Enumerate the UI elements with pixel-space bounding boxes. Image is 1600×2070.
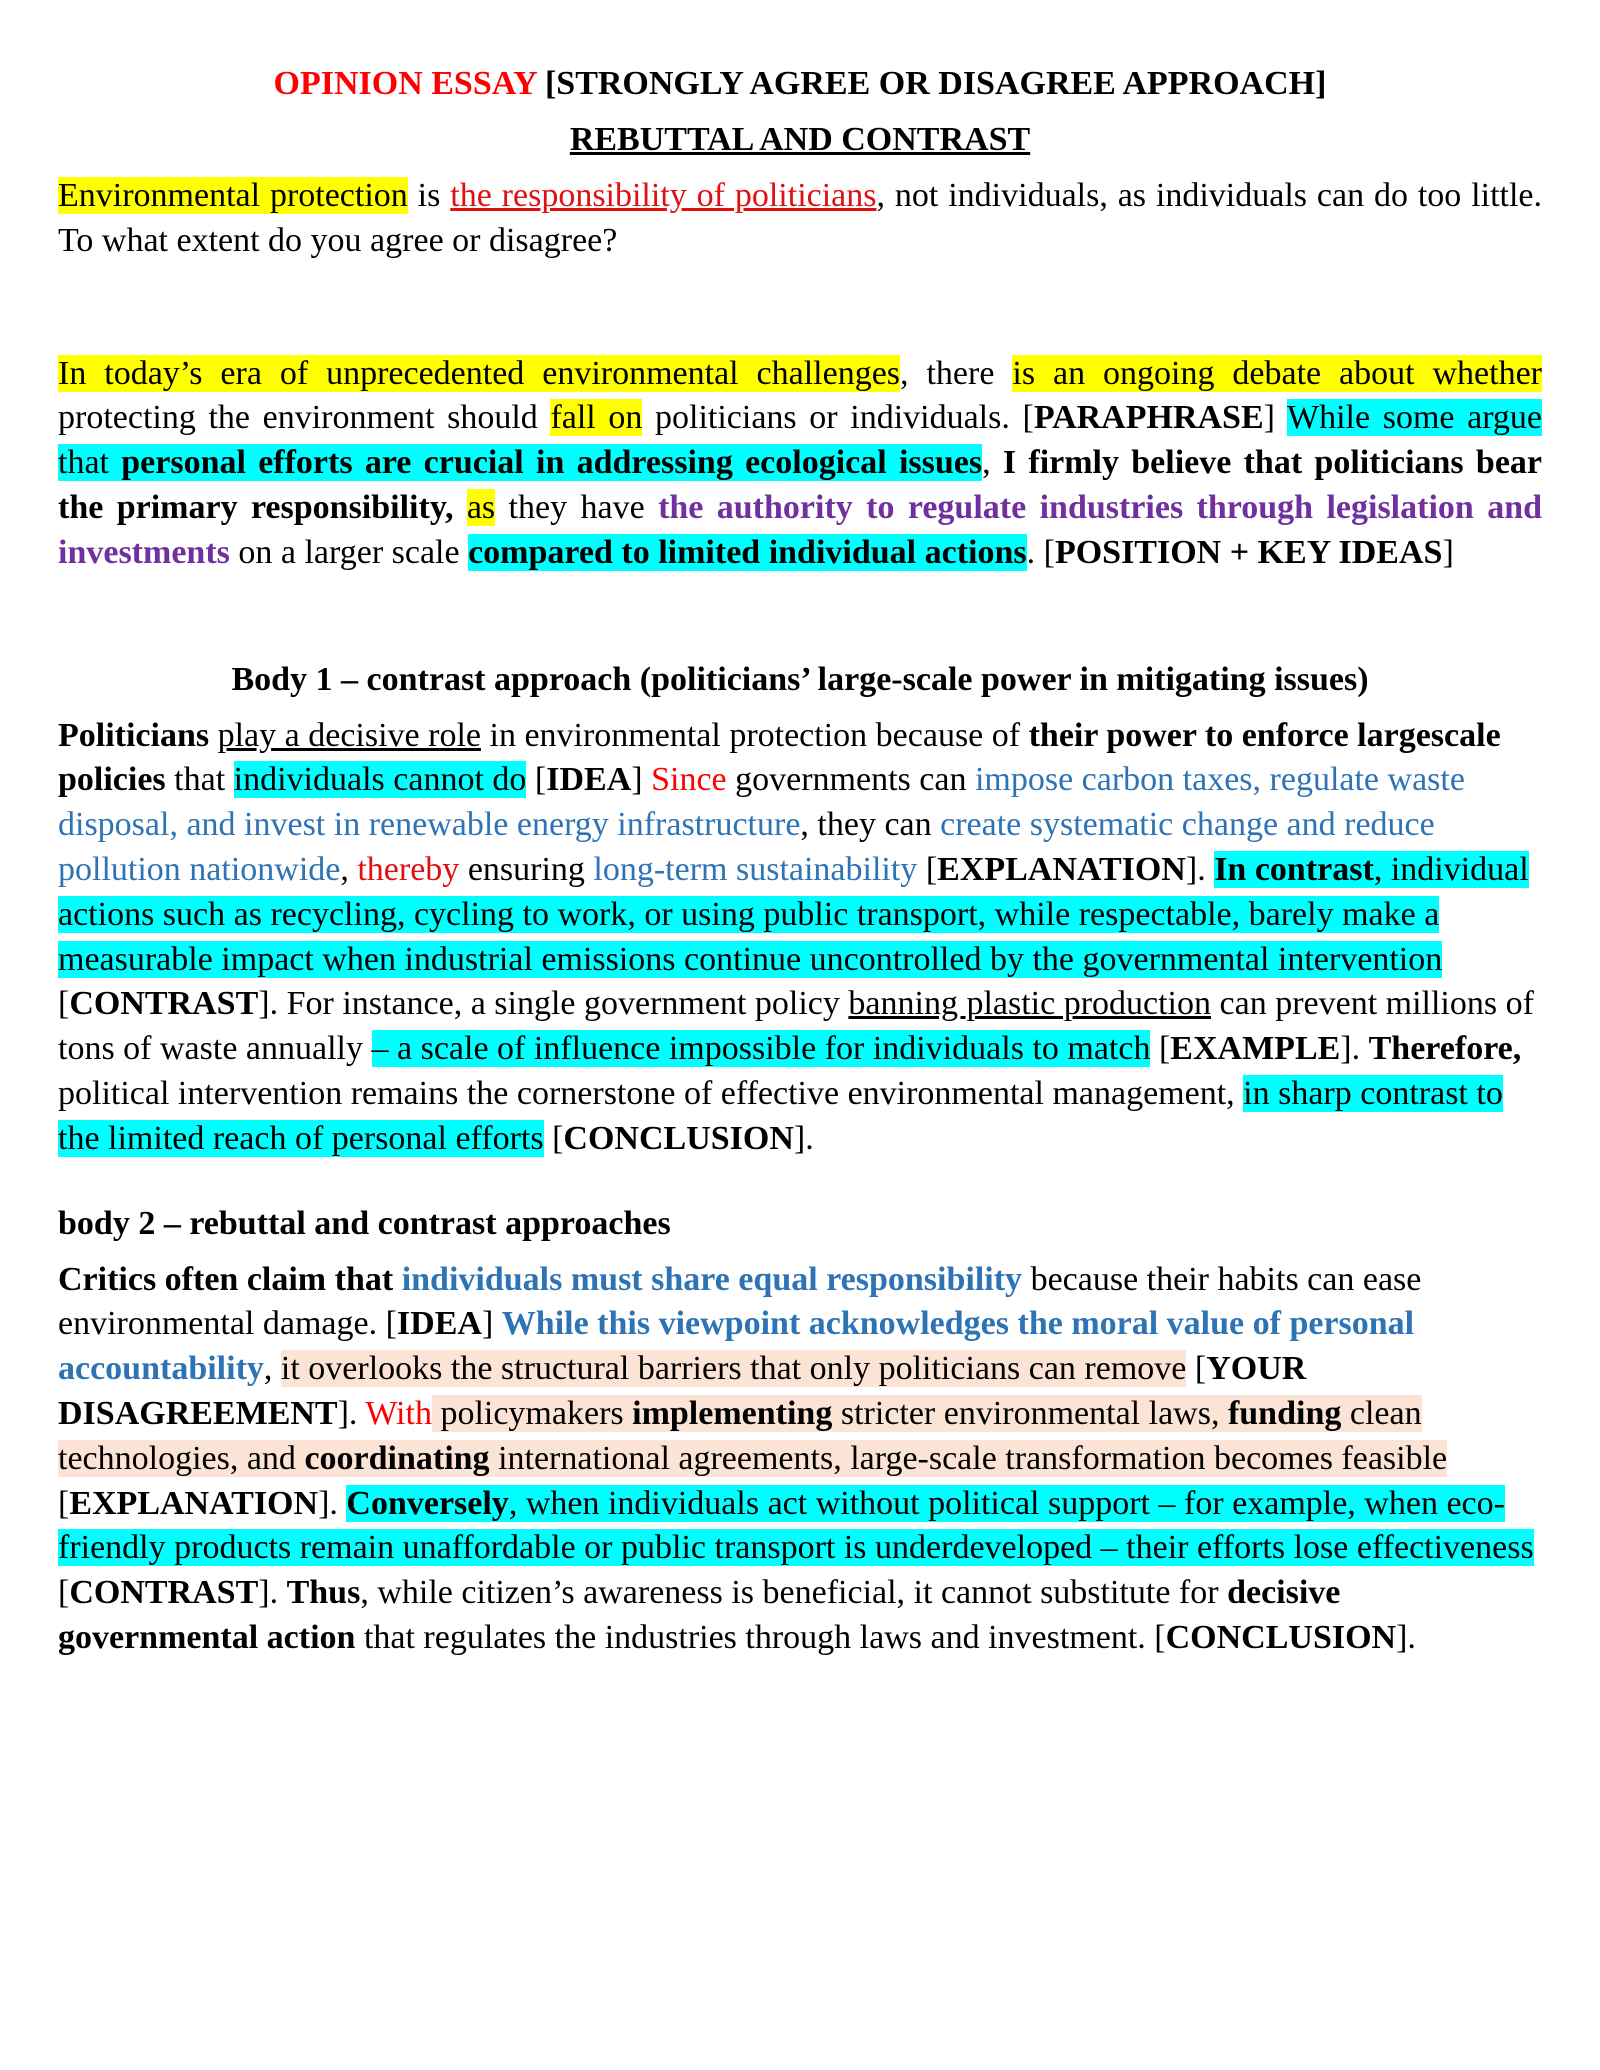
body2-span: ]. <box>318 1484 347 1522</box>
body2-span: , <box>263 1350 281 1388</box>
body2-span: that regulates the industries through laws and investment. [ <box>355 1618 1166 1656</box>
body1-span: In contrast <box>1214 850 1374 888</box>
body1-span: ] <box>631 761 652 799</box>
body1-span: individuals cannot do <box>233 761 527 799</box>
intro-span: In today’s era of unprecedented environmental challenges <box>58 354 901 392</box>
body2-tag: YOUR DISAGREEMENT <box>58 1350 1307 1432</box>
body1-span: banning plastic production <box>848 985 1212 1023</box>
body2-span: [ <box>58 1574 70 1612</box>
intro-tag: POSITION + KEY IDEAS <box>1054 533 1443 571</box>
body1-span: Since <box>651 761 727 799</box>
body1-span: ]. <box>793 1119 814 1157</box>
body2-span: stricter environmental laws, <box>832 1394 1228 1432</box>
body1-span: [ <box>1150 1030 1171 1068</box>
body2-span: While this viewpoint acknowledges the moral value of personal accountability <box>58 1305 1415 1388</box>
essay-title <box>58 60 1542 108</box>
body2-span: Thus <box>286 1574 361 1612</box>
body2-span: ]. <box>337 1394 366 1432</box>
intro-span <box>453 489 466 526</box>
body1-span: can prevent millions of tons of waste annually <box>58 985 1534 1068</box>
body1-span <box>209 717 218 754</box>
intro-span: fall on <box>550 399 643 437</box>
body2-tag: CONCLUSION <box>1165 1618 1397 1656</box>
body2-span: [ <box>1186 1350 1207 1388</box>
intro-tag: PARAPHRASE <box>1033 399 1264 437</box>
intro-span: , there <box>900 354 1013 392</box>
body2-tag: EXPLANATION <box>69 1484 319 1522</box>
body1-span: ensuring <box>459 850 594 888</box>
body1-paragraph <box>58 714 1542 1162</box>
prompt-key-phrase: the responsibility of politicians <box>450 177 877 214</box>
body1-span: , they can <box>800 806 941 844</box>
intro-span: compared to limited individual actions <box>468 533 1027 571</box>
prompt-text: , not individuals, as individuals can do too little. To what extent do you agree or disagree? <box>58 177 1543 259</box>
body2-span: clean technologies, and <box>58 1394 1422 1477</box>
body2-tag: IDEA <box>396 1305 482 1343</box>
body1-span: ]. For instance, a single government policy <box>258 985 849 1023</box>
body1-span: in sharp contrast to the limited reach of personal efforts <box>58 1074 1503 1157</box>
intro-span: they have <box>495 488 659 526</box>
body1-span: their power to enforce largescale policies <box>58 716 1501 799</box>
body2-span: , when individuals act without political support – for example, when eco-friendly products remain unaffordable or public transport is underdeveloped – their efforts lose effectiveness <box>58 1484 1534 1567</box>
title-black-part: [STRONGLY AGREE OR DISAGREE APPROACH] <box>536 65 1327 102</box>
body2-span <box>393 1261 402 1298</box>
body2-tag: CONTRAST <box>69 1574 259 1612</box>
body2-span: decisive governmental action <box>58 1574 1341 1656</box>
intro-span: While some argue that <box>58 399 1542 482</box>
body2-span: because their habits can ease environmental damage. [ <box>58 1260 1422 1343</box>
body1-span: that <box>165 761 234 799</box>
body1-span: Therefore, <box>1368 1030 1522 1068</box>
intro-position: I firmly believe that politicians bear the primary responsibility, <box>58 444 1543 526</box>
intro-span: politicians or individuals. [ <box>642 399 1034 437</box>
body2-span: [ <box>58 1484 70 1522</box>
body2-span: With <box>365 1394 432 1432</box>
body2-span: international agreements, large-scale transformation becomes feasible <box>489 1439 1448 1477</box>
body1-heading: Body 1 – contrast approach (politicians’ large-scale power in mitigating issues) <box>231 660 1369 698</box>
intro-span: as <box>466 488 496 526</box>
body1-span: [ <box>526 761 547 799</box>
body1-tag: CONCLUSION <box>563 1119 794 1157</box>
body2-span: it overlooks the structural barriers that only politicians can remove <box>280 1350 1187 1388</box>
body1-span: create systematic change and reduce pollution nationwide <box>58 806 1435 888</box>
body2-span: ]. <box>1396 1618 1416 1656</box>
body1-span: impose carbon taxes, regulate waste disposal, and invest in renewable energy infrastructure <box>58 761 1465 844</box>
body1-tag: EXPLANATION <box>937 850 1186 888</box>
body1-span: [ <box>917 850 938 888</box>
body1-span: [ <box>58 985 70 1023</box>
body1-span: – a scale of influence impossible for individuals to match <box>371 1030 1151 1068</box>
body2-span: coordinating <box>304 1439 490 1477</box>
essay-subtitle: REBUTTAL AND CONTRAST <box>569 121 1031 158</box>
body1-span: , individual actions such as recycling, cycling to work, or using public transport, while respectable, barely make a measurable impact when industrial emissions continue uncontrolled by the governmental intervention <box>58 850 1529 978</box>
intro-span: . [ <box>1026 533 1055 571</box>
body1-span: ]. <box>1185 850 1215 888</box>
intro-paragraph <box>58 352 1542 576</box>
body2-span: , while citizen’s awareness is beneficial, it cannot substitute for <box>360 1574 1228 1612</box>
body2-heading: body 2 – rebuttal and contrast approaches <box>58 1204 671 1242</box>
body1-span: [ <box>543 1119 564 1157</box>
body1-span: thereby <box>357 850 460 888</box>
prompt-topic: Environmental protection <box>58 177 408 214</box>
body1-span: in environmental protection because of <box>481 716 1029 754</box>
body2-span: ] <box>481 1305 502 1343</box>
body2-span: funding <box>1227 1394 1342 1432</box>
body1-tag: EXAMPLE <box>1170 1030 1341 1068</box>
body1-tag: IDEA <box>546 761 632 799</box>
body2-span: Conversely <box>346 1484 509 1522</box>
title-red-part: OPINION ESSAY <box>273 65 537 102</box>
body2-span: ]. <box>258 1574 287 1612</box>
body1-span: Politicians <box>58 716 210 754</box>
intro-span: , <box>982 444 1003 482</box>
body1-span: governments can <box>726 761 975 799</box>
body2-span: policymakers <box>431 1394 633 1432</box>
intro-span: is an ongoing debate about whether <box>1012 354 1543 392</box>
body2-span: individuals must share equal responsibility <box>401 1260 1023 1298</box>
body1-span: play a decisive role <box>217 716 481 754</box>
prompt-text: is <box>407 177 451 214</box>
body1-span: long-term sustainability <box>593 850 918 888</box>
body2-paragraph <box>58 1258 1542 1661</box>
intro-span: on a larger scale <box>229 533 469 571</box>
intro-span: ] <box>1442 533 1454 571</box>
body1-tag: CONTRAST <box>69 985 259 1023</box>
intro-key-idea: the authority to regulate industries through legislation and investments <box>58 488 1543 571</box>
intro-span: personal efforts are crucial in addressing ecological issues <box>121 444 983 482</box>
body1-span: ]. <box>1340 1030 1369 1068</box>
body1-span: political intervention remains the cornerstone of effective environmental management, <box>58 1074 1244 1112</box>
intro-span: protecting the environment should <box>58 399 551 437</box>
body1-span: , <box>340 850 358 888</box>
intro-span: ] <box>1263 399 1287 437</box>
body2-span: Critics often claim that <box>58 1260 394 1298</box>
essay-prompt <box>58 174 1542 264</box>
body2-span: implementing <box>632 1394 833 1432</box>
